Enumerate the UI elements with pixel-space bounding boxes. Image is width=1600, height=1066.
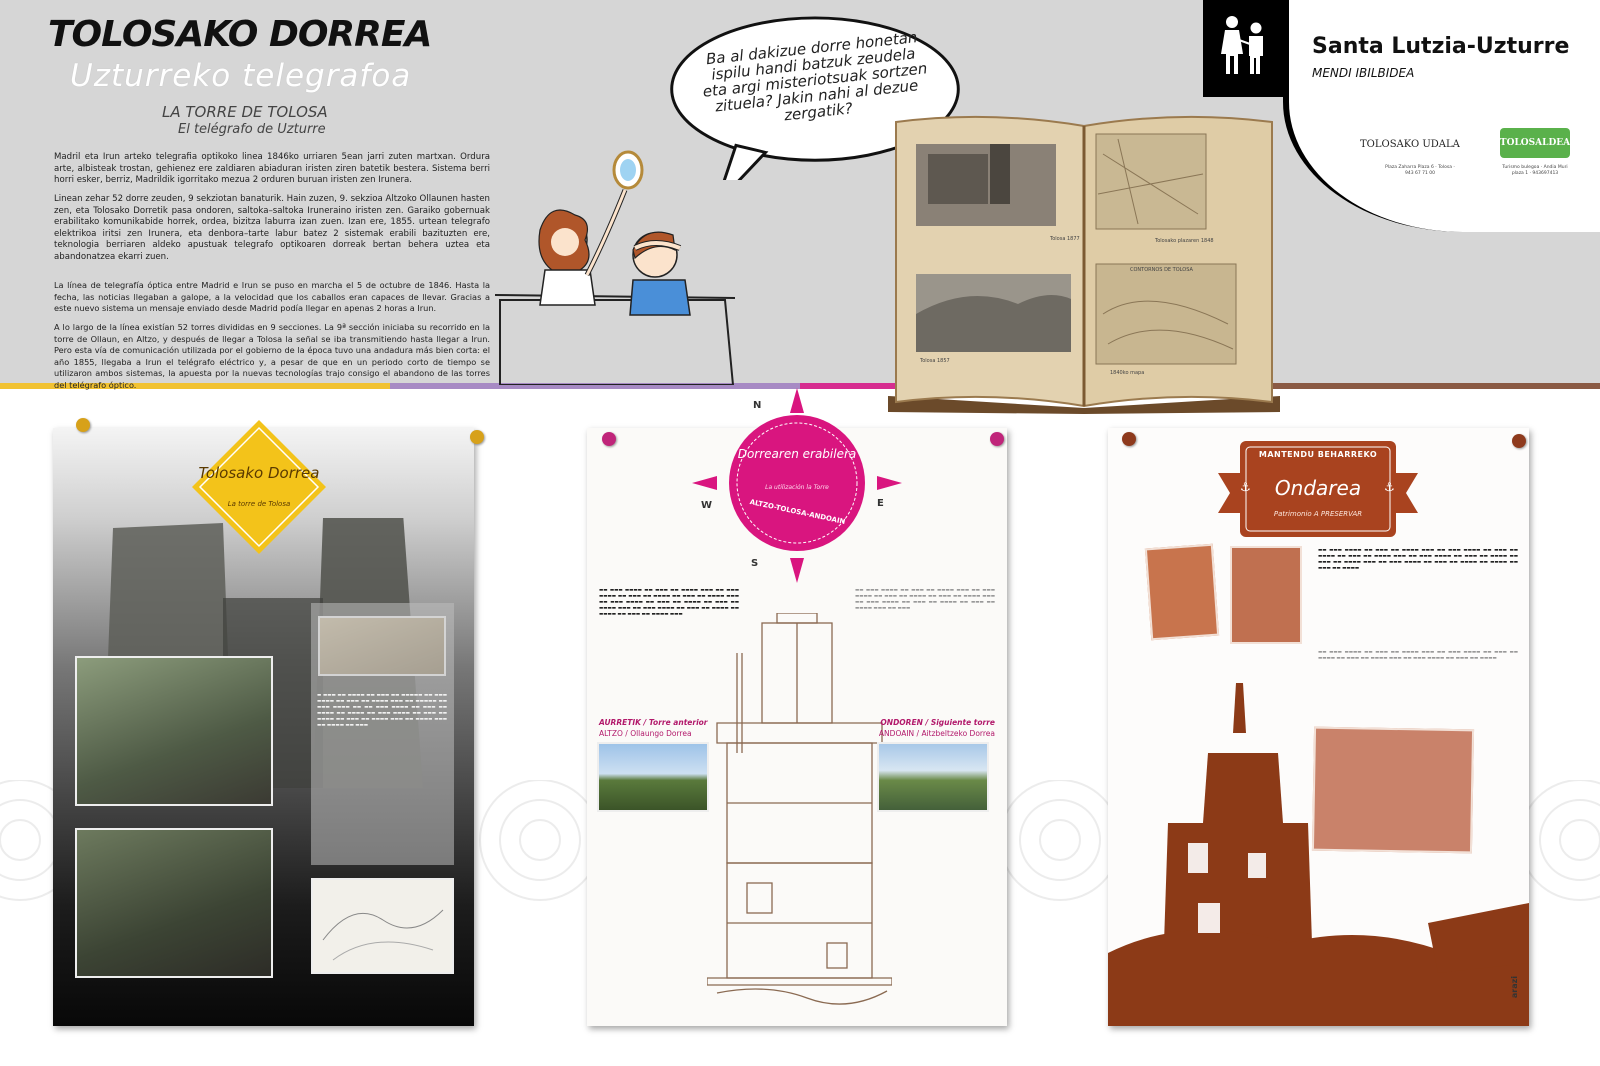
anchor-icon: ⚓ [1240, 480, 1251, 494]
excavation-photo-2 [75, 828, 273, 978]
family-icon [1203, 0, 1285, 97]
next-tower-place: ANDOAIN / Aitzbeltzeko Dorrea [878, 729, 995, 738]
badge-title: Tolosako Dorrea [198, 464, 320, 482]
book-caption-2: Tolosako plazaren 1848 [1155, 238, 1214, 244]
compass-subtitle: La utilización la Torre [765, 484, 829, 491]
poster-heritage [1108, 428, 1529, 1026]
next-tower-label: ONDOREN / Siguiente torre [880, 718, 995, 727]
compass-south: S [751, 558, 759, 569]
pin-icon [1512, 434, 1526, 448]
book-caption-3: Tolosa 1857 [920, 358, 950, 364]
tolosa-council-logo: TOLOSAKO UDALA [1360, 139, 1460, 150]
spanish-title: LA TORRE DE TOLOSA [162, 103, 328, 121]
anchor-icon: ⚓ [1384, 480, 1395, 494]
credit-logo: arazi [1510, 976, 1519, 999]
ribbon-top-text: MANTENDU BEHARREKO [1258, 450, 1378, 459]
badge-subtitle: La torre de Tolosa [227, 500, 291, 508]
basque-paragraph-2: Linean zehar 52 dorre zeuden, 9 sekziotan banaturik. Hain zuzen, 9. sekzioa Altzoko Ollaunen hasten zen, eta Tolosako Dorretik pasa ondoren, saltoka–saltoka Irunerainо iristen zen. Garaiko gobernuak erabilitako komunikabide horrek, ordea, bizitza laburra izan zuen. Izan ere, 1855. urtean telegrafo elektrikoa iritsi zen Irunera, eta denbora–tarte labur batez 2 sistemak erabili bazituzten ere, teknologia berriaren aldeko apustuak telegrafo optikoaren dorreak bertan behera uztea eta abandonatzea ekarri zuen. [54, 194, 490, 262]
spanish-subtitle: El telégrafo de Uzturre [178, 122, 326, 137]
compass-west: W [701, 500, 713, 511]
page-title: TOLOSAKO DORREA [48, 14, 432, 55]
document-image-1 [1145, 544, 1219, 641]
text-panel [311, 603, 454, 865]
basque-body-text: ▬▬ ▬▬▬ ▬▬▬▬ ▬▬ ▬▬▬ ▬▬ ▬▬▬▬ ▬▬▬ ▬▬ ▬▬▬ ▬▬▬▬ ▬▬ ▬▬▬ ▬▬ ▬▬▬▬ ▬▬ ▬▬▬ ▬▬ ▬▬▬▬ ▬▬▬ ▬▬ ▬▬▬ ▬▬▬▬ ▬▬ ▬▬▬ ▬▬ ▬▬▬▬ ▬▬ ▬▬▬ ▬▬ ▬▬▬▬ ▬▬▬ ▬▬ ▬▬▬ ▬▬▬▬ ▬▬ ▬▬▬ ▬▬ ▬▬▬▬ ▬▬ ▬▬▬▬ ▬▬ ▬▬▬ ▬▬ ▬▬▬▬ ▬▬▬ [599, 588, 739, 617]
spanish-body-text: ▬▬ ▬▬▬ ▬▬▬▬ ▬▬ ▬▬▬ ▬▬ ▬▬▬▬ ▬▬▬ ▬▬ ▬▬▬ ▬▬▬▬ ▬▬ ▬▬▬ ▬▬ ▬▬▬▬ ▬▬ ▬▬▬ ▬▬ ▬▬▬▬ ▬▬▬ ▬▬ ▬▬▬ ▬▬▬▬ ▬▬ ▬▬▬ ▬▬ ▬▬▬▬ [1318, 650, 1518, 661]
compass-north: N [753, 400, 762, 411]
tolosa-council-address: Plaza Zaharra Plaza 6 · Tolosa · 943 67 71 00 [1385, 165, 1455, 176]
book-caption-1: Tolosa 1877 [1050, 236, 1080, 242]
pin-icon [602, 432, 616, 446]
pin-icon [76, 418, 90, 432]
ruined-tower-silhouette [1108, 653, 1529, 1026]
spanish-paragraph-2: A lo largo de la línea existían 52 torres divididas en 9 secciones. La 9ª sección iniciaba su recorrido en la torre de Ollaun, en Altzo, y después de llegar a Tolosa la señal se iba transmitiendo hasta llegar a Irun. Pero esta vía de comunicación utilizada por el gobierno de la época tuvo una andadura más bien corta: el año 1855, llegaba a Irun el telégrafo eléctrico y, a pesar de que en un periodo corto de tiempo se utilizaron ambos sistemas, la apuesta por la nuevas tecnologías trajo consigo el abandono de las torres del telégrafo óptico. [54, 322, 490, 390]
ribbon-main-text: Ondarea [1274, 476, 1362, 500]
compass-route: ALTZO-TOLOSA-ANDOAIN [748, 497, 847, 527]
andoain-landscape-photo [877, 742, 989, 812]
poster-tower-use [587, 400, 1007, 1026]
pin-icon [1122, 432, 1136, 446]
brand-title: Santa Lutzia-Uzturre [1312, 34, 1570, 59]
previous-tower-label: AURRETIK / Torre anterior [599, 718, 708, 727]
panel-text: ▬ ▬▬▬ ▬▬ ▬▬▬▬ ▬▬ ▬▬▬ ▬▬ ▬▬▬▬▬ ▬▬ ▬▬▬ ▬▬▬▬ ▬▬ ▬▬▬ ▬▬ ▬▬▬▬ ▬▬▬ ▬▬ ▬▬▬▬▬ ▬▬ ▬▬▬ ▬▬▬▬ ▬▬ ▬▬ ▬▬▬ ▬▬▬▬ ▬▬ ▬▬▬ ▬▬ ▬▬▬▬ ▬▬ ▬▬▬▬ ▬▬ ▬▬▬ ▬▬▬▬ ▬▬ ▬▬▬ ▬▬ ▬▬▬▬ ▬▬ ▬▬▬ ▬▬ ▬▬▬▬ ▬▬▬ ▬▬ ▬▬▬▬ ▬▬▬ ▬▬ ▬▬▬▬ ▬▬ ▬▬▬ [317, 693, 447, 728]
speech-bubble-text: Ba al dakizue dorre honetan ispilu handi batzuk zeudela eta argi misteriotsuak sortzen zituela? Jakin nahi al dezue zergatik? [701, 28, 929, 125]
ribbon-sub-text: Patrimonio A PRESERVAR [1273, 510, 1363, 518]
old-book-image [888, 114, 1280, 414]
pin-icon [470, 430, 484, 444]
basque-paragraph-1: Madril eta Irun arteko telegrafia optikoko linea 1846ko urriaren 5ean jarri zuten martxan. Ordura arte, albisteak trostan, gehienez ere zaldiaren abiaduran iristen ziren batetik bestera. Sistema berri horri esker, berriz, Madrildik igorritako mezua 2 orduren buruan iristen zen Irunera. [54, 152, 490, 185]
page-subtitle: Uzturreko telegrafoa [70, 58, 412, 94]
previous-tower-place: ALTZO / Ollaungo Dorrea [599, 729, 692, 738]
compass-east: E [877, 498, 884, 509]
yellow-badge [190, 418, 328, 556]
basque-body-text: ▬▬ ▬▬▬ ▬▬▬▬ ▬▬ ▬▬▬ ▬▬ ▬▬▬▬ ▬▬▬ ▬▬ ▬▬▬ ▬▬▬▬ ▬▬ ▬▬▬ ▬▬ ▬▬▬▬ ▬▬ ▬▬▬ ▬▬ ▬▬▬▬ ▬▬▬ ▬▬ ▬▬▬ ▬▬▬▬ ▬▬ ▬▬▬ ▬▬ ▬▬▬▬ ▬▬ ▬▬▬ ▬▬ ▬▬▬▬ ▬▬▬ ▬▬ ▬▬▬ ▬▬▬▬ ▬▬ ▬▬▬ ▬▬ ▬▬▬▬ ▬▬ ▬▬▬▬ ▬▬ ▬▬▬ ▬▬ ▬▬▬▬ [1318, 548, 1518, 571]
altzo-landscape-photo [597, 742, 709, 812]
brand-subtitle: MENDI IBILBIDEA [1312, 66, 1415, 80]
spanish-paragraph-1: La línea de telegrafía óptica entre Madrid e Irun se puso en marcha el 5 de octubre de 1846. Hasta la fecha, las noticias llegaban a galope, a la velocidad que los caballos eran capaces de llevar. Gracias a este nuevo sistema un mensaje enviado desde Madrid podía llegar en apenas 2 horas a Irun. [54, 280, 490, 313]
document-image-2 [1230, 546, 1302, 644]
book-caption-5: CONTORNOS DE TOLOSA [1130, 267, 1193, 273]
pin-icon [990, 432, 1004, 446]
book-caption-4: 1840ko mapa [1110, 370, 1145, 376]
tolosaldea-logo: TOLOSALDEA [1500, 128, 1570, 158]
tower-cross-section-drawing [707, 613, 892, 1008]
spanish-body-text: ▬▬ ▬▬▬ ▬▬▬▬ ▬▬ ▬▬▬ ▬▬ ▬▬▬▬ ▬▬▬ ▬▬ ▬▬▬ ▬▬▬▬ ▬▬ ▬▬▬ ▬▬ ▬▬▬▬ ▬▬ ▬▬▬ ▬▬ ▬▬▬▬ ▬▬▬ ▬▬ ▬▬▬ ▬▬▬▬ ▬▬ ▬▬▬ ▬▬ ▬▬▬▬ ▬▬ ▬▬▬ ▬▬ ▬▬▬▬ ▬▬▬ ▬▬ ▬▬▬ [855, 588, 995, 611]
poster-tolosa-tower [53, 428, 474, 1026]
tolosaldea-address: Turismo bulegoa · Andia Muri plaza 1 · 943697413 [1502, 165, 1568, 176]
old-map-image [311, 878, 454, 974]
excavation-photo-1 [75, 656, 273, 806]
hiking-family-icon-box [1203, 0, 1285, 97]
compass-title: Dorrearen erabilera [737, 447, 857, 461]
